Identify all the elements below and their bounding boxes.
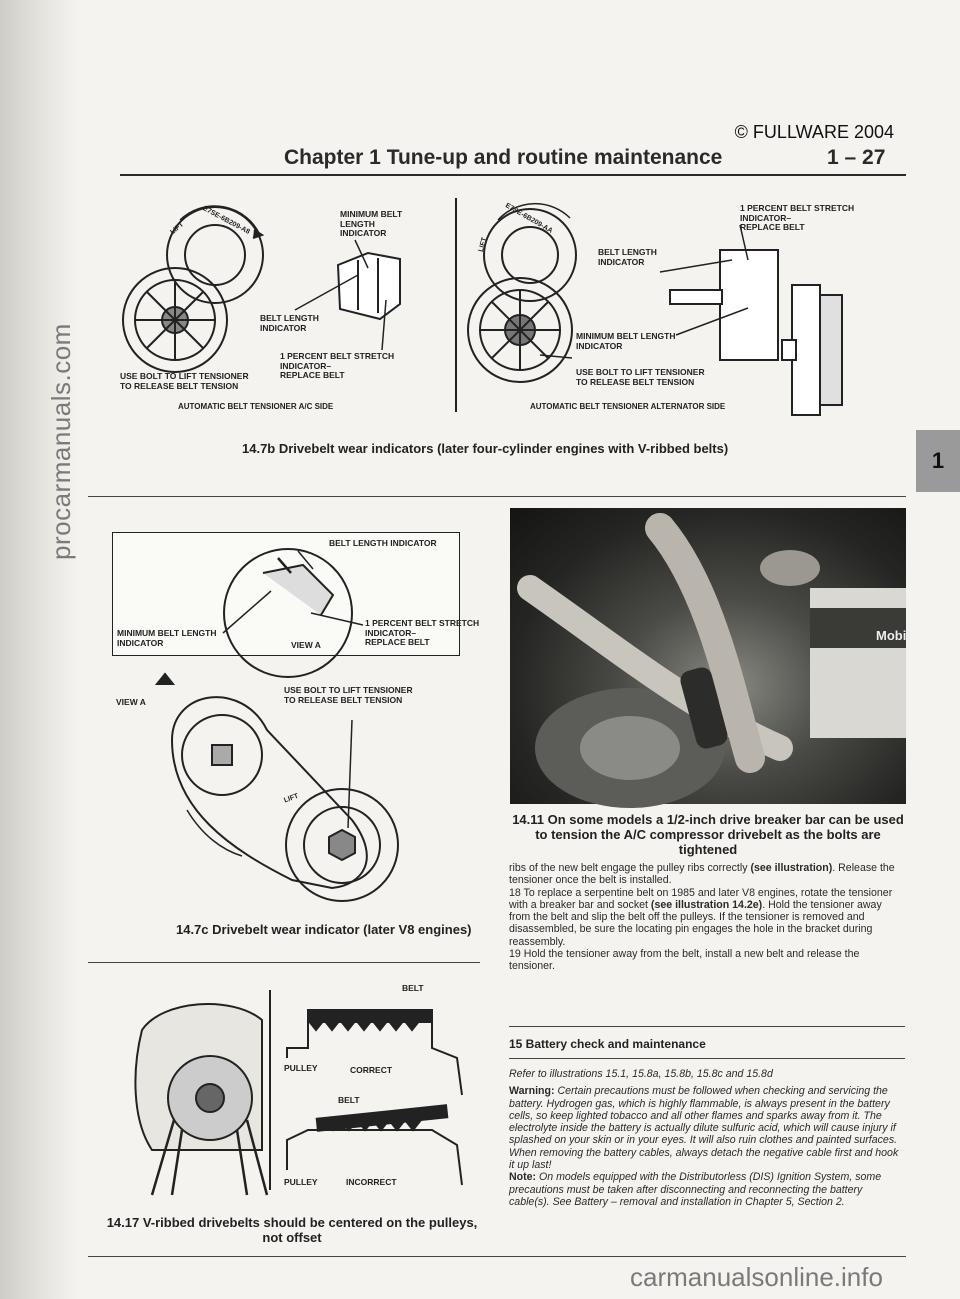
label-stretch-v8: 1 PERCENT BELT STRETCH INDICATOR– REPLACE BELT bbox=[365, 618, 480, 647]
belt-centering-drawing bbox=[112, 980, 482, 1200]
paragraph-18: 18 To replace a serpentine belt on 1985 and later V8 engines, rotate the tensioner with a breaker bar and socket (see illustration 14.2e). Hold the tensioner away from the belt and slip the belt off the pulleys. If the tensioner is removed and disassembled, be sure the locating pin engages the hole in the bracket during reassembly. bbox=[509, 886, 893, 948]
section-rule-bottom bbox=[509, 1058, 905, 1059]
label-incorrect: INCORRECT bbox=[346, 1177, 397, 1187]
lift-label-ac: LIFT bbox=[169, 221, 186, 236]
caption-14-11: 14.11 On some models a 1/2-inch drive breaker bar can be used to tension the A/C compressor drivebelt as the bolts are tightened bbox=[512, 812, 904, 857]
figure-14-7c-main bbox=[112, 670, 458, 900]
label-belt-length-v8: BELT LENGTH INDICATOR bbox=[329, 538, 437, 548]
chapter-title: Chapter 1 Tune-up and routine maintenance bbox=[284, 146, 723, 169]
label-stretch-ac: 1 PERCENT BELT STRETCH INDICATOR– REPLACE BELT bbox=[280, 351, 395, 380]
body-paragraphs bbox=[509, 862, 905, 973]
label-pulley-incorrect: PULLEY bbox=[284, 1177, 318, 1187]
page-number: 1 – 27 bbox=[827, 146, 886, 169]
label-belt-correct: BELT bbox=[402, 983, 424, 993]
copyright-notice: © FULLWARE 2004 bbox=[734, 122, 894, 142]
caption-14-7c: 14.7c Drivebelt wear indicator (later V8 engines) bbox=[176, 922, 472, 937]
chapter-tab: 1 bbox=[916, 430, 960, 492]
figure-14-7b bbox=[120, 190, 906, 425]
lift-label-alt: LIFT bbox=[477, 236, 489, 253]
label-belt-length-alt: BELT LENGTH INDICATOR bbox=[598, 247, 657, 267]
label-min-belt-length-alt: MINIMUM BELT LENGTH INDICATOR bbox=[576, 331, 676, 351]
label-min-belt-length-ac: MINIMUM BELT LENGTH INDICATOR bbox=[340, 209, 403, 238]
refer-illustrations: Refer to illustrations 15.1, 15.8a, 15.8b, 15.8c and 15.8d bbox=[509, 1068, 773, 1080]
watermark-side: procarmanuals.com bbox=[46, 323, 76, 560]
caption-14-17: 14.17 V-ribbed drivebelts should be centered on the pulleys, not offset bbox=[106, 1215, 478, 1245]
section-15-body bbox=[509, 1068, 905, 1208]
label-use-bolt-ac: USE BOLT TO LIFT TENSIONER TO RELEASE BELT TENSION bbox=[120, 371, 249, 391]
figure-separator-left bbox=[88, 962, 480, 963]
page-binding-shadow bbox=[0, 0, 78, 1299]
label-use-bolt-v8: USE BOLT TO LIFT TENSIONER TO RELEASE BELT TENSION bbox=[284, 685, 413, 705]
subtitle-alternator-side: AUTOMATIC BELT TENSIONER ALTERNATOR SIDE bbox=[530, 402, 726, 411]
watermark-bottom: carmanualsonline.info bbox=[630, 1262, 883, 1292]
photo-shapes bbox=[510, 508, 906, 804]
caption-14-7b: 14.7b Drivebelt wear indicators (later four-cylinder engines with V-ribbed belts) bbox=[242, 441, 729, 456]
note-paragraph: Note: On models equipped with the Distributorless (DIS) Ignition System, some precautions must be taken after disconnecting and reconnecting the battery cable(s). See Battery – removal and installation in Chapter 5, Section 2. bbox=[509, 1171, 882, 1208]
footer-rule bbox=[88, 1256, 906, 1257]
label-use-bolt-alt: USE BOLT TO LIFT TENSIONER TO RELEASE BELT TENSION bbox=[576, 367, 705, 387]
label-stretch-alt: 1 PERCENT BELT STRETCH INDICATOR– REPLACE BELT bbox=[740, 203, 855, 232]
section-rule-top bbox=[509, 1026, 905, 1027]
section-15-heading: 15 Battery check and maintenance bbox=[509, 1037, 706, 1051]
indicator-bracket-ac bbox=[295, 240, 400, 350]
label-min-belt-length-v8: MINIMUM BELT LENGTH INDICATOR bbox=[117, 628, 217, 648]
label-pulley-correct: PULLEY bbox=[284, 1063, 318, 1073]
tensioner-alternator-drawing bbox=[468, 204, 576, 382]
warning-paragraph: Warning: Certain precautions must be followed when checking and servicing the battery. Hydrogen gas, which is highly flammable, is always present in the battery cells, so keep lighted tobacco and all other flames and sparks away from it. The electrolyte inside the battery is actually dilute sulfuric acid, which will cause injury if splashed on your skin or in your eyes. It will also ruin clothes and painted surfaces. When removing the battery cables, always detach the negative cable first and hook it up last! bbox=[509, 1085, 899, 1172]
photo-breaker-bar bbox=[510, 508, 910, 804]
figure-14-7c-inset bbox=[112, 532, 480, 656]
subtitle-ac-side: AUTOMATIC BELT TENSIONER A/C SIDE bbox=[178, 402, 334, 411]
figure-14-17 bbox=[112, 980, 482, 1200]
paragraph-ribs: ribs of the new belt engage the pulley ribs correctly (see illustration). Release the tensioner once the belt is installed. bbox=[509, 862, 895, 887]
label-view-a: VIEW A bbox=[116, 697, 146, 707]
lift-label-v8: LIFT bbox=[283, 792, 300, 805]
header-rule bbox=[120, 174, 906, 176]
part-number-alt: E7SE-6B209-AA bbox=[503, 202, 554, 235]
photo-brand-label: Mobil bbox=[876, 628, 910, 643]
label-belt-length-ac: BELT LENGTH INDICATOR bbox=[260, 313, 319, 333]
figure-separator bbox=[88, 496, 906, 497]
paragraph-19: 19 Hold the tensioner away from the belt, install a new belt and release the tensioner. bbox=[509, 948, 860, 973]
label-view-a-inset: VIEW A bbox=[291, 640, 321, 650]
part-number-ac: E7SE-6B209-A8 bbox=[201, 205, 251, 236]
label-correct: CORRECT bbox=[350, 1065, 393, 1075]
label-belt-incorrect: BELT bbox=[338, 1095, 360, 1105]
